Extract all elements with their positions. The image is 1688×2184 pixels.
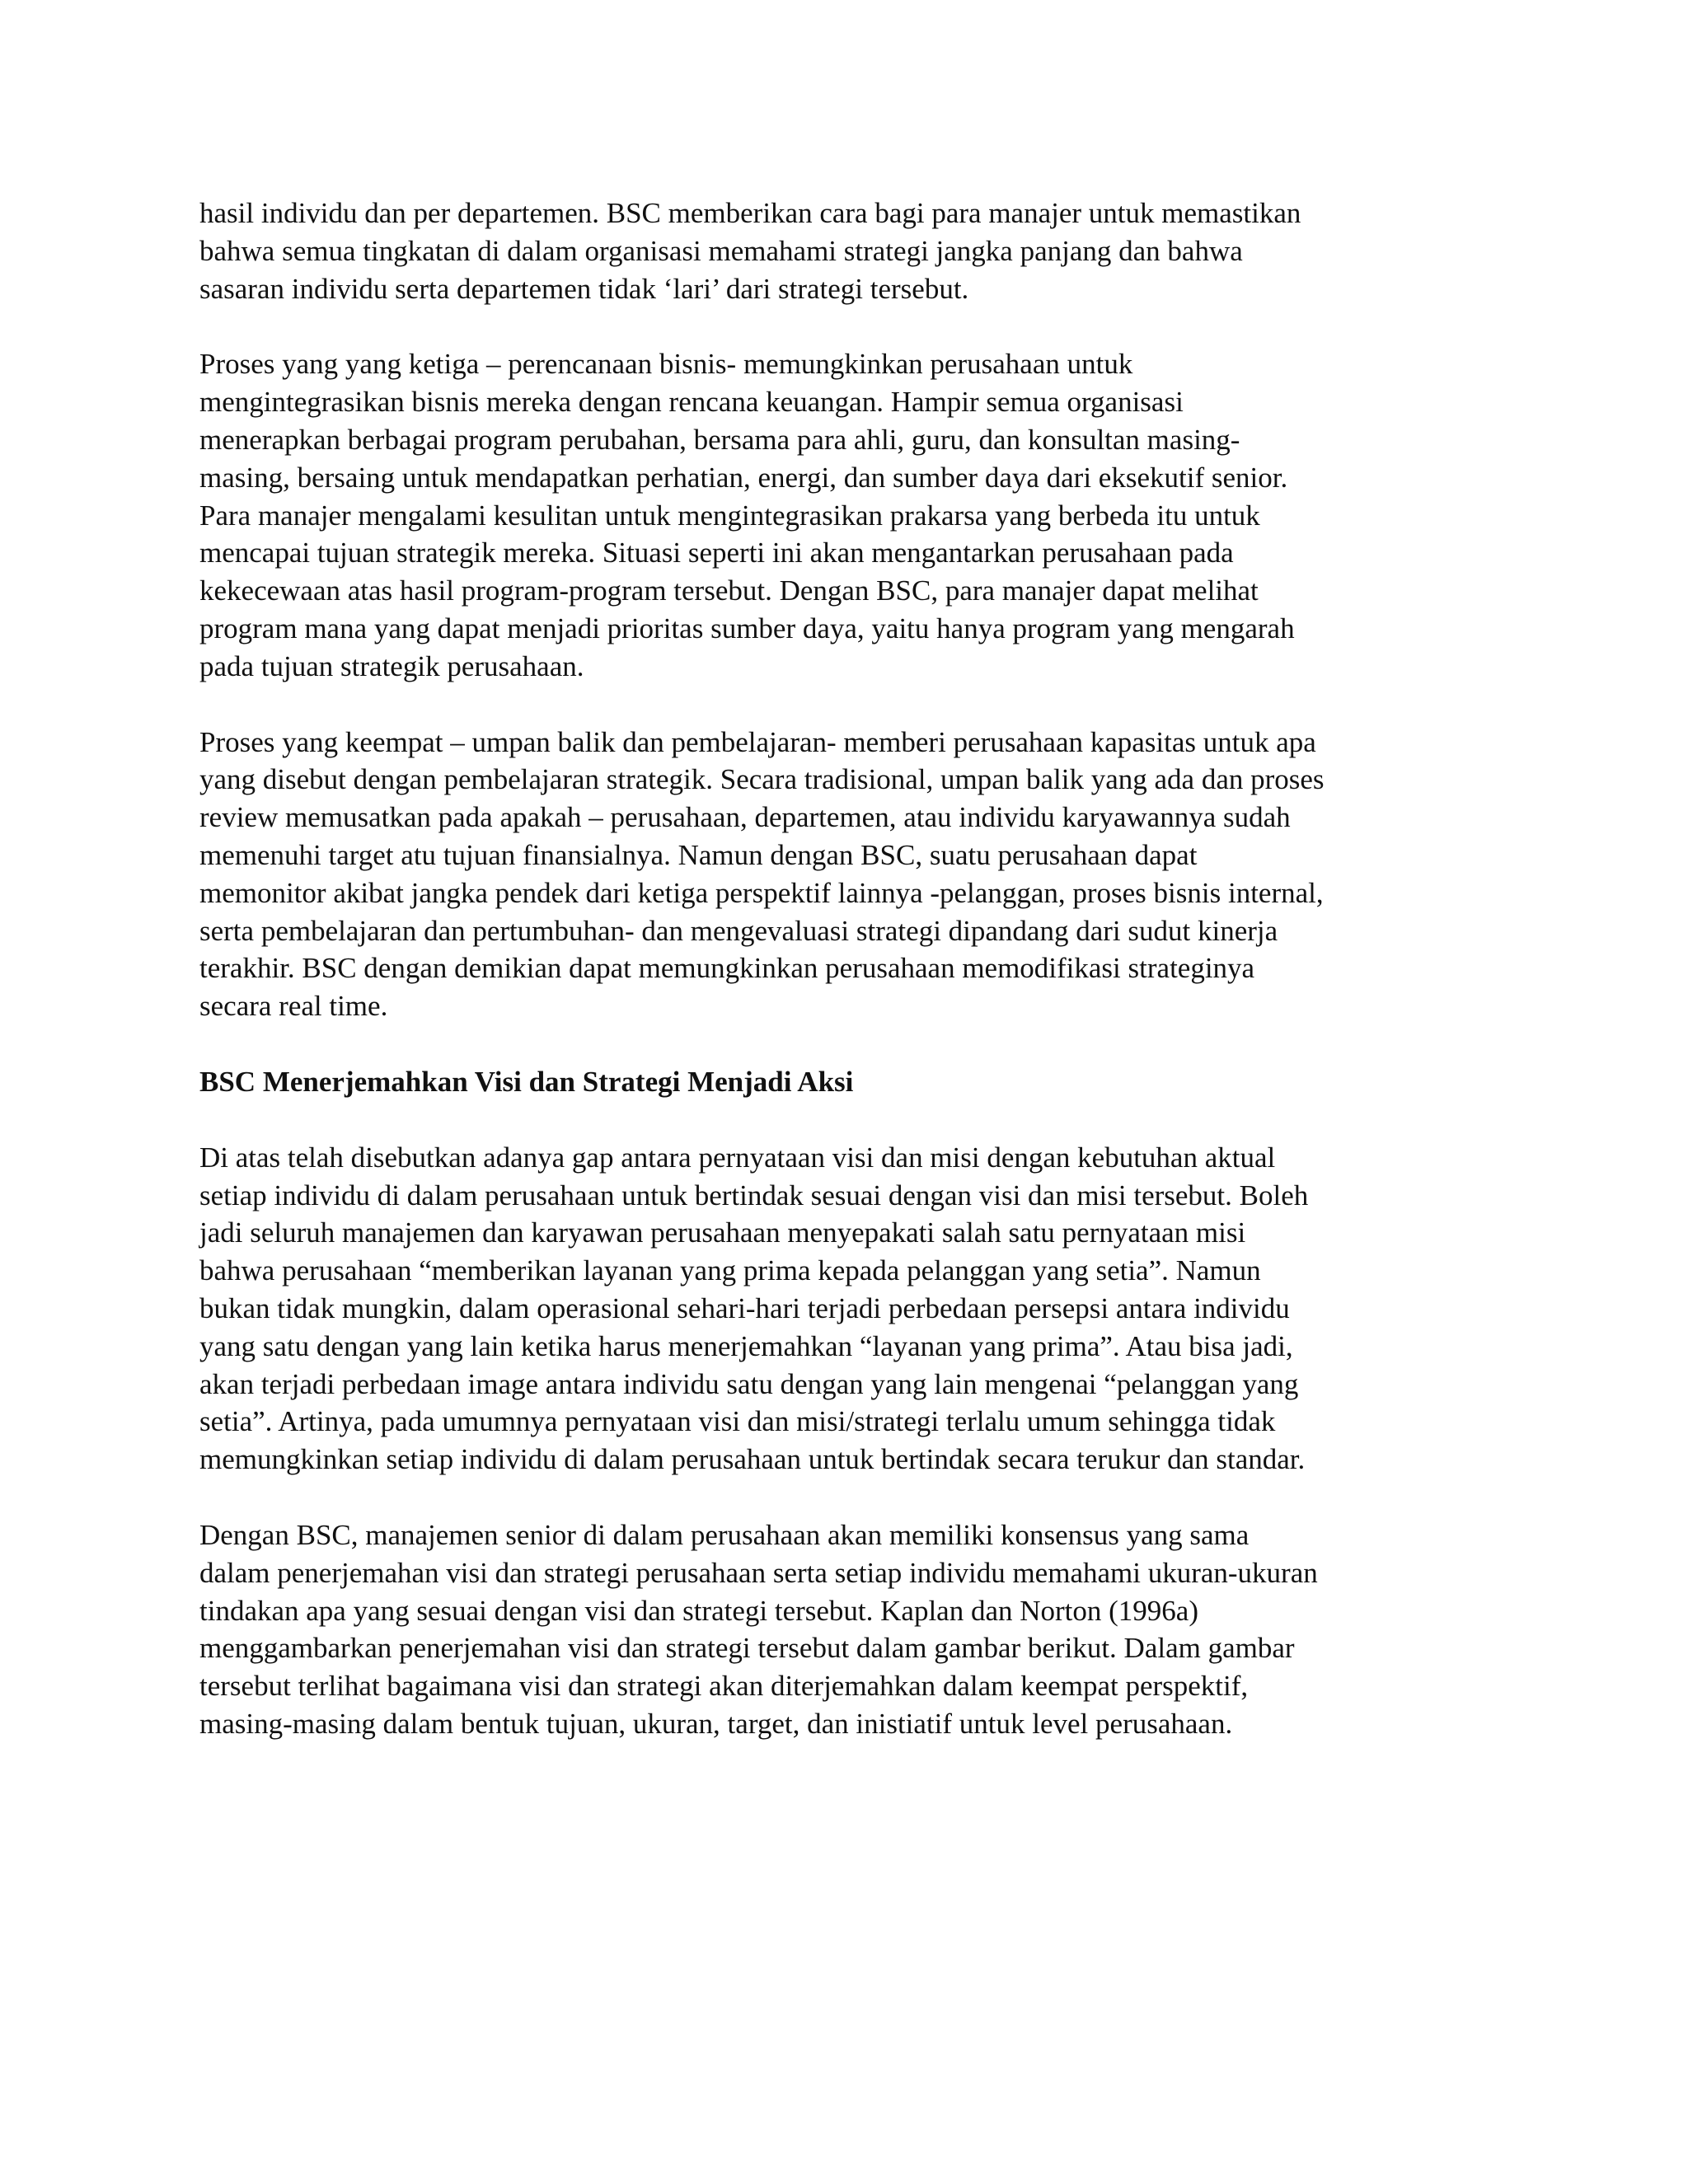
text-line: memonitor akibat jangka pendek dari ketiga perspektif lainnya -pelanggan, proses bisnis internal, [199, 876, 1324, 909]
text-line: program mana yang dapat menjadi prioritas sumber daya, yaitu hanya program yang mengarah [199, 612, 1295, 644]
text-line: Para manajer mengalami kesulitan untuk mengintegrasikan prakarsa yang berbeda itu untuk [199, 499, 1260, 532]
text-line: memenuhi target atu tujuan finansialnya. Namun dengan BSC, suatu perusahaan dapat [199, 838, 1198, 871]
text-line: setia”. Artinya, pada umumnya pernyataan visi dan misi/strategi terlalu umum sehingga tidak [199, 1405, 1276, 1438]
section-heading: BSC Menerjemahkan Visi dan Strategi Menjadi Aksi [199, 1065, 854, 1098]
text-line: menggambarkan penerjemahan visi dan strategi tersebut dalam gambar berikut. Dalam gambar [199, 1632, 1295, 1665]
text-line: Dengan BSC, manajemen senior di dalam perusahaan akan memiliki konsensus yang sama [199, 1518, 1250, 1551]
text-line: bahwa semua tingkatan di dalam organisasi memahami strategi jangka panjang dan bahwa [199, 234, 1243, 267]
text-line: masing-masing dalam bentuk tujuan, ukuran, target, dan inistiatif untuk level perusahaan. [199, 1707, 1233, 1740]
paragraph [199, 1139, 1502, 1479]
text-line: Proses yang yang ketiga – perencanaan bisnis- memungkinkan perusahaan untuk [199, 348, 1133, 381]
text-line: serta pembelajaran dan pertumbuhan- dan mengevaluasi strategi dipandang dari sudut kinerja [199, 914, 1278, 947]
text-line: masing, bersaing untuk mendapatkan perhatian, energi, dan sumber daya dari eksekutif senior. [199, 461, 1288, 494]
text-line: terakhir. BSC dengan demikian dapat memungkinkan perusahaan memodifikasi strateginya [199, 952, 1255, 985]
paragraph [199, 194, 1502, 307]
text-line: pada tujuan strategik perusahaan. [199, 649, 584, 682]
text-line: jadi seluruh manajemen dan karyawan perusahaan menyepakati salah satu pernyataan misi [199, 1216, 1246, 1249]
text-line: bukan tidak mungkin, dalam operasional sehari-hari terjadi perbedaan persepsi antara individu [199, 1291, 1290, 1324]
text-line: setiap individu di dalam perusahaan untuk bertindak sesuai dengan visi dan misi tersebut. Boleh [199, 1179, 1309, 1212]
paragraph-gap [199, 1479, 1502, 1516]
text-line: dalam penerjemahan visi dan strategi perusahaan serta setiap individu memahami ukuran-ukuran [199, 1556, 1318, 1589]
text-line: menerapkan berbagai program perubahan, bersama para ahli, guru, dan konsultan masing- [199, 423, 1240, 456]
text-line: bahwa perusahaan “memberikan layanan yang prima kepada pelanggan yang setia”. Namun [199, 1254, 1261, 1287]
paragraph-gap [199, 1025, 1502, 1063]
paragraph [199, 345, 1502, 685]
text-line: Proses yang keempat – umpan balik dan pembelajaran- memberi perusahaan kapasitas untuk apa [199, 725, 1316, 758]
text-line: memungkinkan setiap individu di dalam perusahaan untuk bertindak secara terukur dan standar. [199, 1443, 1306, 1476]
text-line: kekecewaan atas hasil program-program tersebut. Dengan BSC, para manajer dapat melihat [199, 574, 1259, 607]
text-line: mengintegrasikan bisnis mereka dengan rencana keuangan. Hampir semua organisasi [199, 386, 1184, 419]
text-line: yang satu dengan yang lain ketika harus menerjemahkan “layanan yang prima”. Atau bisa jadi, [199, 1329, 1293, 1362]
text-line: review memusatkan pada apakah – perusahaan, departemen, atau individu karyawannya sudah [199, 801, 1291, 834]
text-line: akan terjadi perbedaan image antara individu satu dengan yang lain mengenai “pelanggan yang [199, 1367, 1299, 1400]
text-line: yang disebut dengan pembelajaran strategik. Secara tradisional, umpan balik yang ada dan proses [199, 763, 1325, 796]
text-line: hasil individu dan per departemen. BSC memberikan cara bagi para manajer untuk memastikan [199, 197, 1301, 229]
paragraph [199, 724, 1502, 1025]
paragraph-gap [199, 1101, 1502, 1139]
document-body [199, 194, 1502, 1743]
text-line: mencapai tujuan strategik mereka. Situasi seperti ini akan mengantarkan perusahaan pada [199, 537, 1234, 569]
text-line: secara real time. [199, 990, 388, 1023]
paragraph-gap [199, 307, 1502, 345]
paragraph-gap [199, 686, 1502, 724]
paragraph [199, 1516, 1502, 1743]
text-line: tindakan apa yang sesuai dengan visi dan strategi tersebut. Kaplan dan Norton (1996a) [199, 1594, 1198, 1627]
text-line: Di atas telah disebutkan adanya gap antara pernyataan visi dan misi dengan kebutuhan aktual [199, 1141, 1276, 1174]
text-line: sasaran individu serta departemen tidak ‘lari’ dari strategi tersebut. [199, 272, 969, 305]
text-line: tersebut terlihat bagaimana visi dan strategi akan diterjemahkan dalam keempat perspektif, [199, 1670, 1249, 1703]
